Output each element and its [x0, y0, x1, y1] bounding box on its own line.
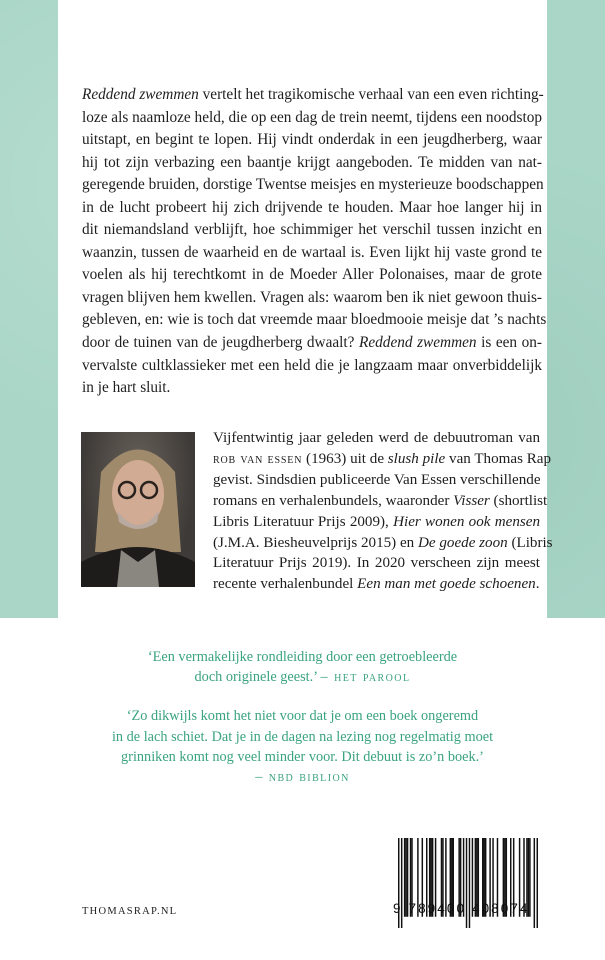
barcode-bar	[537, 838, 538, 928]
quote-line	[60, 706, 545, 726]
author-bio	[213, 428, 553, 595]
author-name: rob van essen	[213, 451, 303, 467]
text-line	[213, 512, 540, 533]
text-segment: van Thomas Rap	[445, 450, 552, 467]
text-segment: (1963) uit de	[302, 450, 388, 467]
italic-title: Visser	[453, 493, 490, 510]
italic-title: Reddend zwemmen	[82, 86, 199, 103]
text-line	[82, 129, 542, 152]
text-segment: voelen als hij terechtkomt in de Moeder Aller Polonaises, maar de grote	[82, 266, 542, 284]
text-segment: vertelt het tragikomische verhaal van een even richting-	[198, 86, 544, 103]
text-line	[213, 428, 540, 449]
text-line	[82, 84, 542, 107]
quote-text: ‘Zo dikwijls komt het niet voor dat je om een boek ongeremd	[126, 708, 479, 725]
text-segment: uitstapt, en begint te lopen. Hij vindt onderdak in een jeugdherberg, waar	[82, 131, 542, 149]
text-line	[82, 355, 542, 378]
text-line	[82, 242, 542, 265]
text-segment: geregende bruiden, dorstige Twentse meisjes en mysterieuze boodschappen	[82, 176, 544, 194]
quote-line	[60, 747, 545, 767]
quote-line	[60, 647, 545, 667]
text-segment: is een on-	[476, 334, 543, 352]
text-line	[213, 449, 552, 471]
text-line	[82, 377, 542, 400]
text-segment: in de lucht probeert hij zich drijvende te houden. Maar hoe langer hij in	[82, 198, 542, 216]
text-line	[82, 107, 542, 130]
text-segment: Libris Literatuur Prijs 2009),	[213, 513, 394, 530]
text-segment: (shortlist	[489, 493, 548, 510]
barcode-digits: 9 789400 408074	[393, 901, 530, 916]
text-segment: loze als naamloze held, die op een dag de trein neemt, tijdens een noodstop	[82, 108, 543, 126]
text-segment: door de tuinen van de jeugdherberg dwaalt?	[82, 334, 360, 352]
text-line	[213, 491, 548, 512]
text-segment: romans en verhalenbundels, waaronder	[213, 493, 454, 510]
text-segment: in je hart sluit.	[82, 379, 171, 397]
text-line	[82, 219, 542, 242]
text-line	[213, 533, 553, 554]
text-line	[82, 197, 542, 220]
text-segment: dit niemandsland verblijft, hoe schimmiger het verschil tussen inzicht en	[82, 221, 542, 239]
italic-title: De goede zoon	[418, 534, 508, 551]
italic-title: Reddend zwemmen	[359, 334, 477, 352]
press-quote	[60, 706, 545, 787]
quote-source: – het parool	[320, 669, 411, 686]
text-segment: vragen blijven hem kwellen. Vragen als: waarom ben ik niet gewoon thuis-	[82, 288, 542, 306]
quote-text: in de lach schiet. Dat je in de dagen na lezing nog regelmatig moet	[111, 728, 494, 745]
text-segment: (J.M.A. Biesheuvelprijs 2015) en	[213, 534, 418, 551]
text-segment: recente verhalenbundel	[213, 575, 358, 592]
quote-text: grinniken komt nog veel minder voor. Dit debuut is zo’n boek.’	[121, 748, 484, 765]
text-line	[82, 152, 542, 175]
text-segment: .	[535, 575, 540, 592]
quote-text: doch originele geest.’	[194, 669, 317, 686]
text-line	[82, 174, 542, 197]
text-line	[82, 287, 542, 310]
text-segment: Vijfentwintig jaar geleden werd de debuutroman van	[213, 430, 540, 446]
italic-title: Een man met goede schoenen	[357, 575, 536, 592]
text-segment: waanzin, tussen de waarheid en de wartaal is. Even lijkt hij vaste grond te	[82, 243, 542, 261]
text-line	[82, 309, 547, 332]
publisher-url: THOMASRAP.NL	[82, 906, 178, 917]
text-segment: gevist. Sindsdien publiceerde Van Essen verschillende	[213, 472, 541, 489]
text-line	[213, 470, 540, 491]
text-line	[82, 332, 542, 355]
book-blurb	[82, 84, 547, 400]
text-line	[213, 553, 540, 574]
quote-line	[60, 727, 545, 747]
quote-line	[60, 667, 545, 687]
text-line	[82, 264, 542, 287]
quote-text: ‘Een vermakelijke rondleiding door een getroebleerde	[147, 649, 458, 665]
text-segment: Literatuur Prijs 2019). In 2020 verscheen zijn meest	[213, 555, 540, 572]
press-quotes	[60, 647, 545, 806]
press-quote	[60, 647, 545, 687]
text-segment: vervalste cultklassieker met een held die je langzaam maar onverbiddelijk	[82, 356, 542, 374]
text-segment: (Libris	[507, 534, 553, 551]
text-line	[213, 574, 540, 595]
quote-source: – nbd biblion	[255, 769, 350, 786]
text-segment: hij tot zijn verbazing een baantje krijgt aangeboden. Te midden van nat-	[82, 153, 542, 171]
author-photo	[81, 432, 195, 587]
text-segment: gebleven, en: wie is toch dat vreemde maar bloedmooie meisje dat ’s nachts	[82, 311, 547, 329]
italic-title: Hier wonen ook mensen	[393, 513, 540, 530]
italic-title: slush pile	[387, 450, 446, 467]
